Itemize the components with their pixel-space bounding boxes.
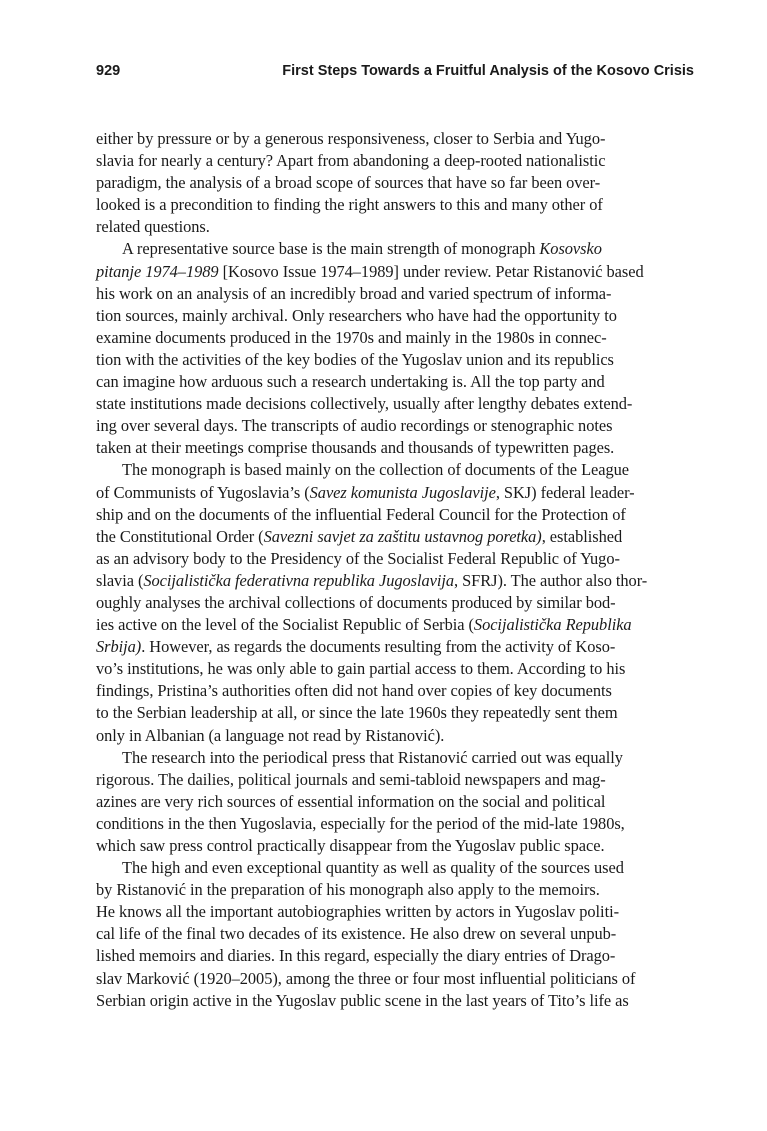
text-line (96, 725, 694, 747)
text-line (96, 968, 694, 990)
italic-text-segment: Srbija) (96, 637, 142, 657)
text-segment: paradigm, the analysis of a broad scope of sources that have so far been over- (96, 173, 601, 193)
text-line (96, 570, 694, 592)
text-line (96, 128, 694, 150)
text-segment: , SFRJ). The author also thor- (454, 570, 648, 590)
text-line (96, 172, 694, 194)
text-segment: which saw press control practically disappear from the Yugoslav public space. (96, 836, 605, 855)
text-line (96, 879, 694, 901)
text-segment: by Ristanović in the preparation of his monograph also apply to the memoirs. (96, 880, 600, 900)
italic-text-segment: Socijalistička Republika (473, 615, 632, 635)
text-segment: A representative source base is the main strength of monograph (122, 239, 540, 259)
text-segment: ship and on the documents of the influential Federal Council for the Protection of (96, 504, 626, 524)
text-segment: Serbian origin active in the Yugoslav public scene in the last years of Tito’s life as (96, 990, 629, 1010)
text-segment: , established (541, 526, 623, 546)
text-line (96, 371, 694, 393)
text-line (96, 702, 694, 724)
text-line (96, 614, 694, 636)
italic-text-segment: Savez komunista Jugoslavije (309, 482, 496, 502)
italic-text-segment: Savezni savjet za zaštitu ustavnog poretka) (263, 526, 542, 546)
running-title: First Steps Towards a Fruitful Analysis of the Kosovo Crisis (282, 63, 694, 79)
text-segment: conditions in the then Yugoslavia, especially for the period of the mid-late 1980s, (96, 813, 625, 833)
text-line (96, 261, 694, 283)
text-line (96, 238, 694, 260)
text-line (96, 769, 694, 791)
text-segment: The research into the periodical press that Ristanović carried out was equally (122, 747, 623, 767)
text-segment: The monograph is based mainly on the collection of documents of the League (122, 460, 629, 480)
text-segment: findings, Pristina’s authorities often did not hand over copies of key documents (96, 681, 612, 701)
text-segment: azines are very rich sources of essential information on the social and political (96, 791, 606, 811)
page-number: 929 (96, 63, 121, 79)
text-segment: vo’s institutions, he was only able to gain partial access to them. According to his (96, 659, 626, 679)
text-line (96, 150, 694, 172)
text-segment: The high and even exceptional quantity as well as quality of the sources used (122, 858, 624, 878)
text-line (96, 194, 694, 216)
text-segment: lished memoirs and diaries. In this regard, especially the diary entries of Drago- (96, 946, 616, 966)
text-line (96, 658, 694, 680)
text-segment: tion sources, mainly archival. Only researchers who have had the opportunity to (96, 305, 617, 325)
text-segment: can imagine how arduous such a research undertaking is. All the top party and (96, 372, 605, 392)
text-segment: He knows all the important autobiographies written by actors in Yugoslav politi- (96, 902, 619, 922)
text-line (96, 393, 694, 415)
text-segment: cal life of the final two decades of its existence. He also drew on several unpub- (96, 924, 617, 944)
text-line (96, 415, 694, 437)
text-line (96, 813, 694, 835)
text-line (96, 835, 694, 857)
text-segment: only in Albanian (a language not read by Ristanović). (96, 725, 445, 745)
text-segment: . However, as regards the documents resulting from the activity of Koso- (141, 637, 616, 657)
text-segment: of Communists of Yugoslavia’s ( (96, 482, 310, 502)
text-segment: slavia ( (96, 570, 144, 590)
text-line (96, 305, 694, 327)
body-text (96, 128, 694, 1012)
text-segment: taken at their meetings comprise thousands and thousands of typewritten pages. (96, 438, 615, 458)
text-line (96, 923, 694, 945)
text-segment: oughly analyses the archival collections of documents produced by similar bod- (96, 592, 616, 612)
text-segment: ies active on the level of the Socialist Republic of Serbia ( (96, 615, 474, 635)
text-line (96, 437, 694, 459)
text-segment: state institutions made decisions collectively, usually after lengthy debates extend- (96, 394, 633, 414)
text-line (96, 990, 694, 1012)
text-line (96, 283, 694, 305)
text-segment: to the Serbian leadership at all, or since the late 1960s they repeatedly sent them (96, 703, 618, 723)
text-segment: as an advisory body to the Presidency of the Socialist Federal Republic of Yugo- (96, 548, 620, 568)
text-segment: , SKJ) federal leader- (495, 482, 635, 502)
text-segment: looked is a precondition to finding the right answers to this and many other of (96, 195, 603, 215)
text-line (96, 459, 694, 481)
text-segment: slav Marković (1920–2005), among the three or four most influential politicians of (96, 968, 636, 988)
text-line (96, 636, 694, 658)
text-line (96, 349, 694, 371)
text-line (96, 216, 694, 238)
text-line (96, 747, 694, 769)
italic-text-segment: Kosovsko (539, 239, 602, 259)
text-segment: slavia for nearly a century? Apart from abandoning a deep-rooted nationalistic (96, 151, 606, 171)
text-segment: rigorous. The dailies, political journals and semi-tabloid newspapers and mag- (96, 769, 606, 789)
text-segment: either by pressure or by a generous responsiveness, closer to Serbia and Yugo- (96, 129, 606, 148)
text-line (96, 327, 694, 349)
text-line (96, 482, 694, 504)
text-line (96, 526, 694, 548)
text-line (96, 857, 694, 879)
text-segment: examine documents produced in the 1970s and mainly in the 1980s in connec- (96, 327, 607, 347)
text-segment: tion with the activities of the key bodies of the Yugoslav union and its republics (96, 349, 614, 369)
text-segment: related questions. (96, 217, 210, 237)
text-line (96, 504, 694, 526)
text-segment: ing over several days. The transcripts of audio recordings or stenographic notes (96, 416, 613, 436)
text-line (96, 791, 694, 813)
text-line (96, 680, 694, 702)
text-segment: the Constitutional Order ( (96, 526, 264, 546)
text-line (96, 548, 694, 570)
italic-text-segment: pitanje 1974–1989 (96, 261, 219, 281)
italic-text-segment: Socijalistička federativna republika Jugoslavija (143, 570, 455, 590)
text-line (96, 901, 694, 923)
text-segment: [Kosovo Issue 1974–1989] under review. Petar Ristanović based (218, 261, 644, 281)
text-segment: his work on an analysis of an incredibly broad and varied spectrum of informa- (96, 283, 612, 303)
text-line (96, 945, 694, 967)
text-line (96, 592, 694, 614)
